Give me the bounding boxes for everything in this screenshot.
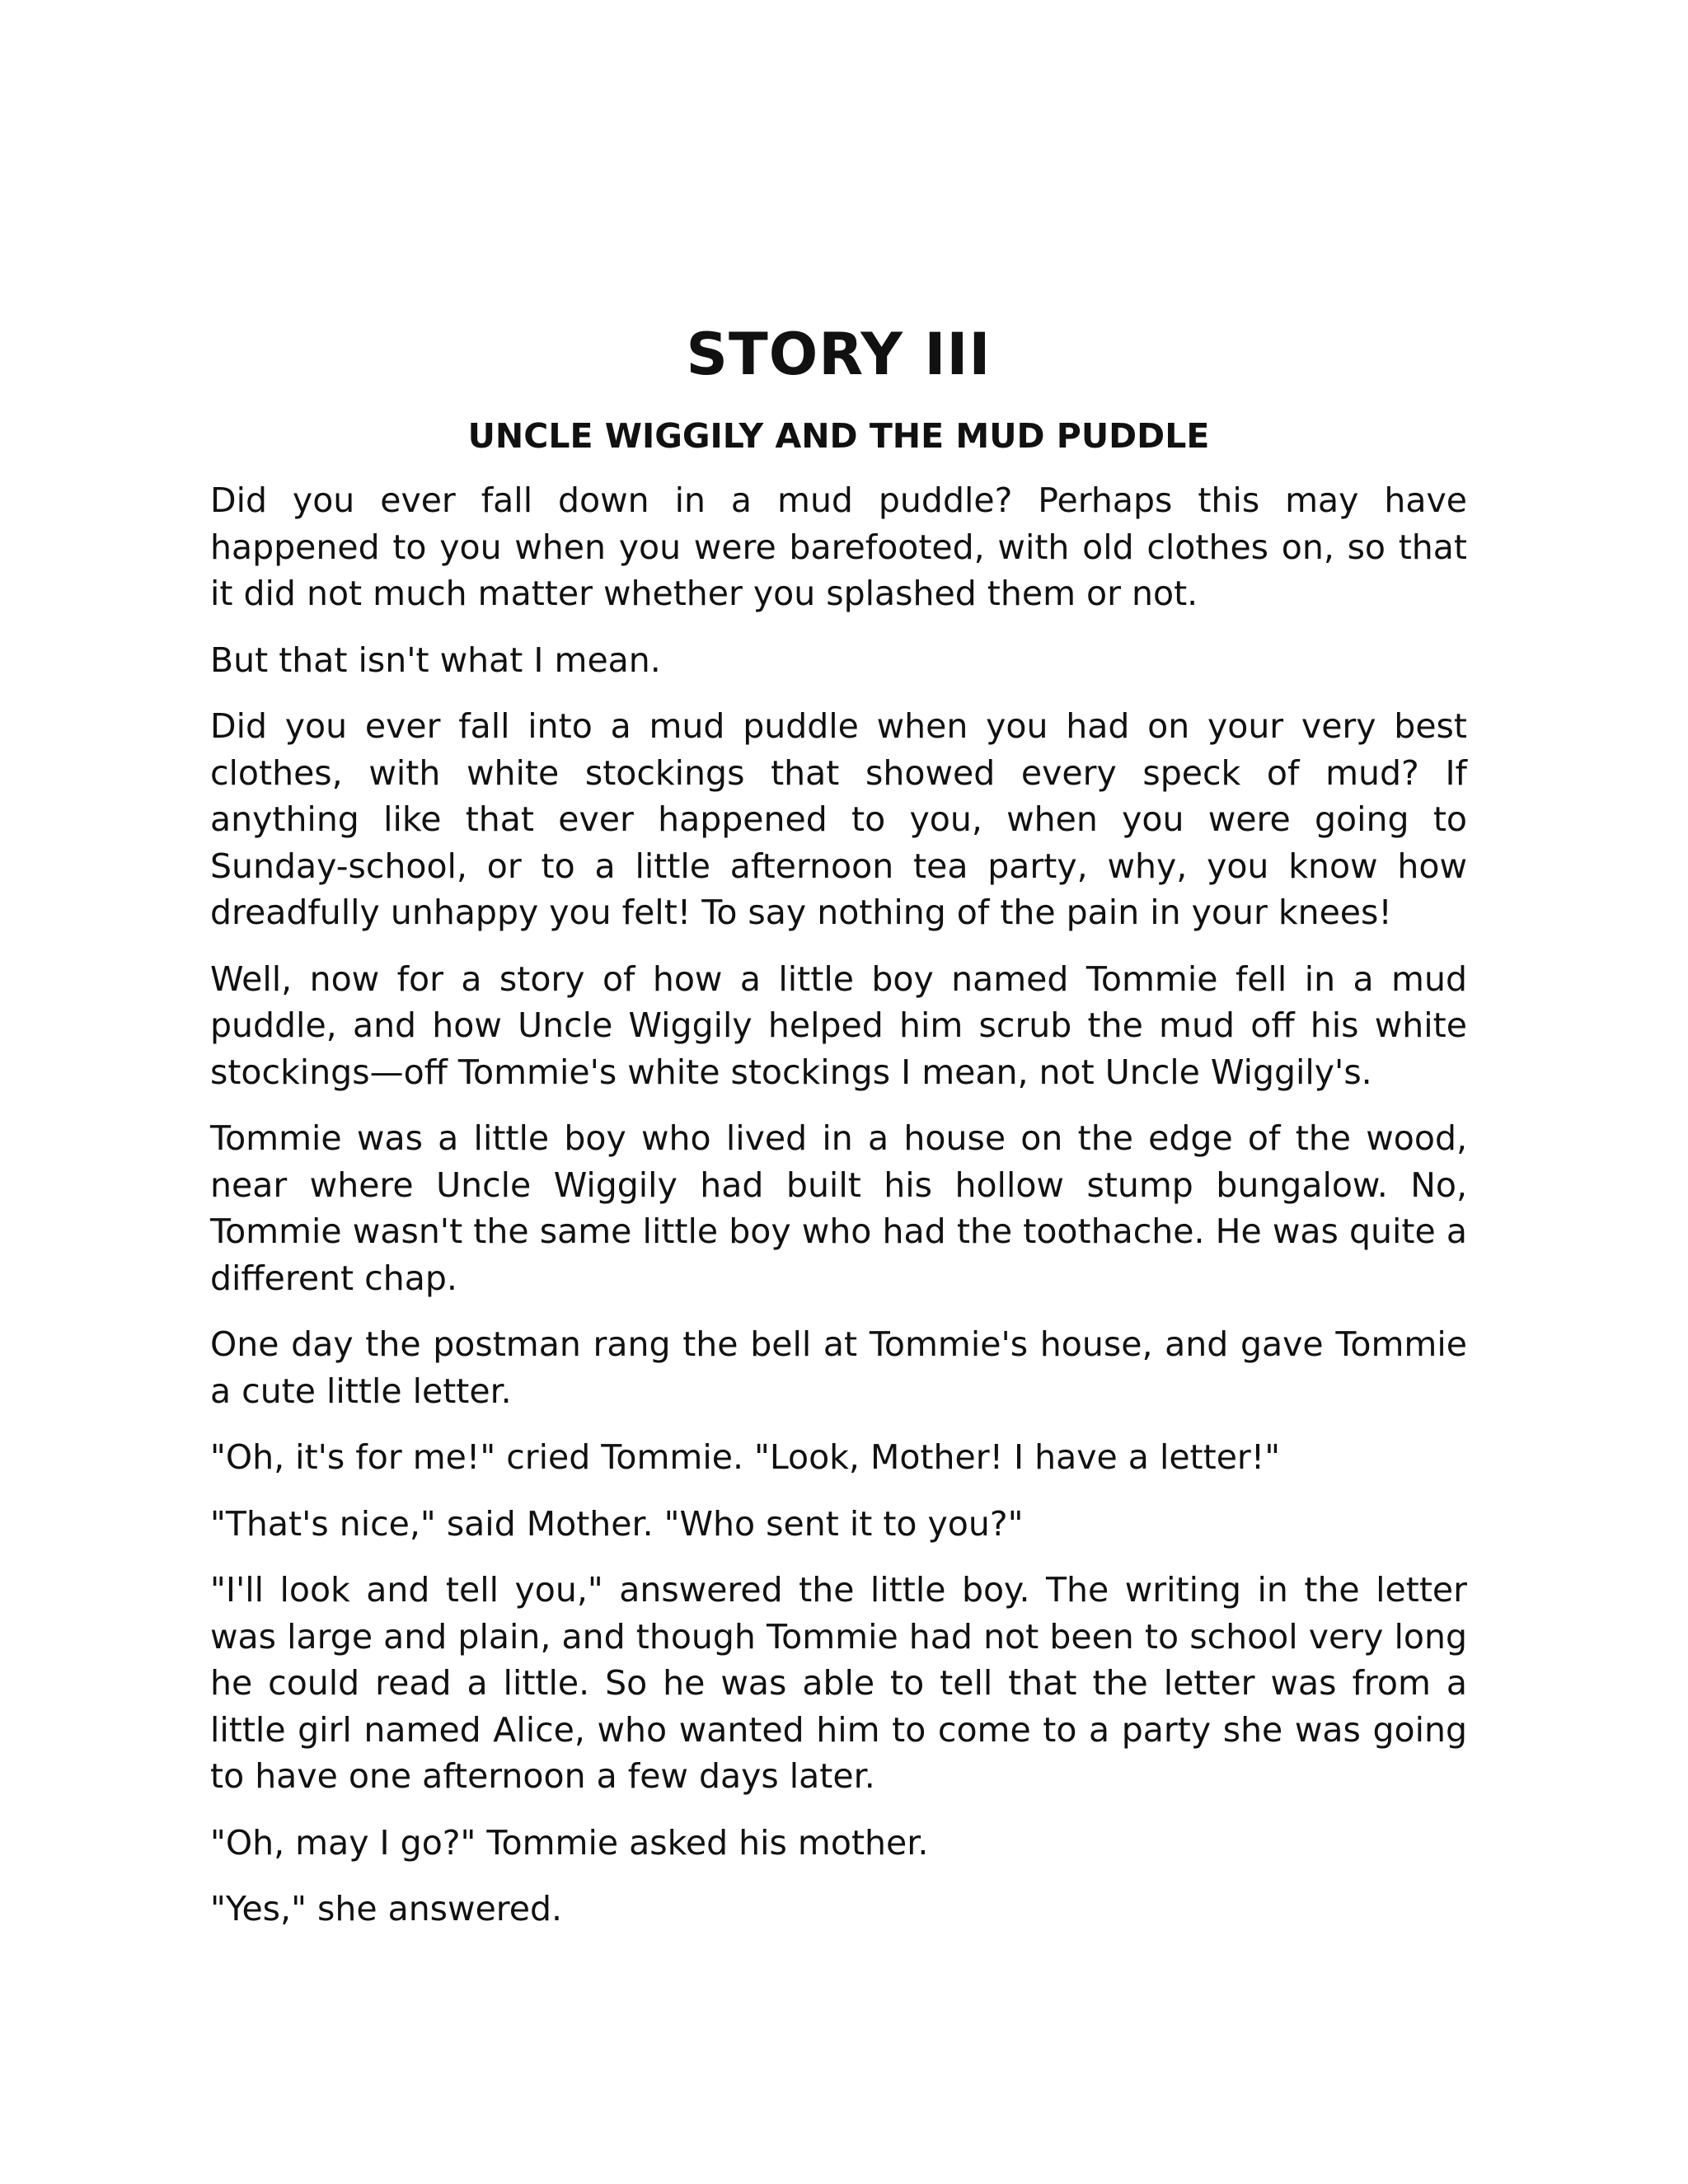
paragraph: Did you ever fall down in a mud puddle? Perhaps this may have happened to you when you were barefooted, with old clothes on, so that it did not much matter whether you splashed them or not.: [210, 480, 1467, 613]
paragraph: "Oh, it's for me!" cried Tommie. "Look, Mother! I have a letter!": [210, 1437, 1281, 1477]
paragraph: "That's nice," said Mother. "Who sent it to you?": [210, 1503, 1024, 1544]
paragraph: Well, now for a story of how a little boy named Tommie fell in a mud puddle, and how Uncle Wiggily helped him scrub the mud off his white stockings—off Tommie's white stockings I mean, not Uncle Wiggily's.: [210, 958, 1467, 1092]
story-title: STORY III: [686, 321, 992, 388]
page-content: [210, 317, 1467, 1952]
paragraph: "Oh, may I go?" Tommie asked his mother.: [210, 1822, 929, 1863]
paragraph: Did you ever fall into a mud puddle when you had on your very best clothes, with white stockings that showed every speck of mud? If anything like that ever happened to you, when you were going to Sunday-school, or to a little afternoon tea party, why, you know how dreadfully unhappy you felt! To say nothing of the pain in your knees!: [210, 706, 1467, 932]
paragraph: But that isn't what I mean.: [210, 640, 661, 680]
story-body: [210, 477, 1467, 1933]
story-subtitle: UNCLE WIGGILY AND THE MUD PUDDLE: [467, 416, 1210, 456]
paragraph: One day the postman rang the bell at Tommie's house, and gave Tommie a cute little letter.: [210, 1324, 1467, 1411]
paragraph: "I'll look and tell you," answered the little boy. The writing in the letter was large and plain, and though Tommie had not been to school very long he could read a little. So he was able to tell that the letter was from a little girl named Alice, who wanted him to come to a party she was going to have one afternoon a few days later.: [210, 1570, 1467, 1796]
paragraph: Tommie was a little boy who lived in a house on the edge of the wood, near where Uncle Wiggily had built his hollow stump bungalow. No, Tommie wasn't the same little boy who had the toothache. He was quite a different chap.: [210, 1118, 1467, 1298]
paragraph: "Yes," she answered.: [210, 1889, 563, 1929]
